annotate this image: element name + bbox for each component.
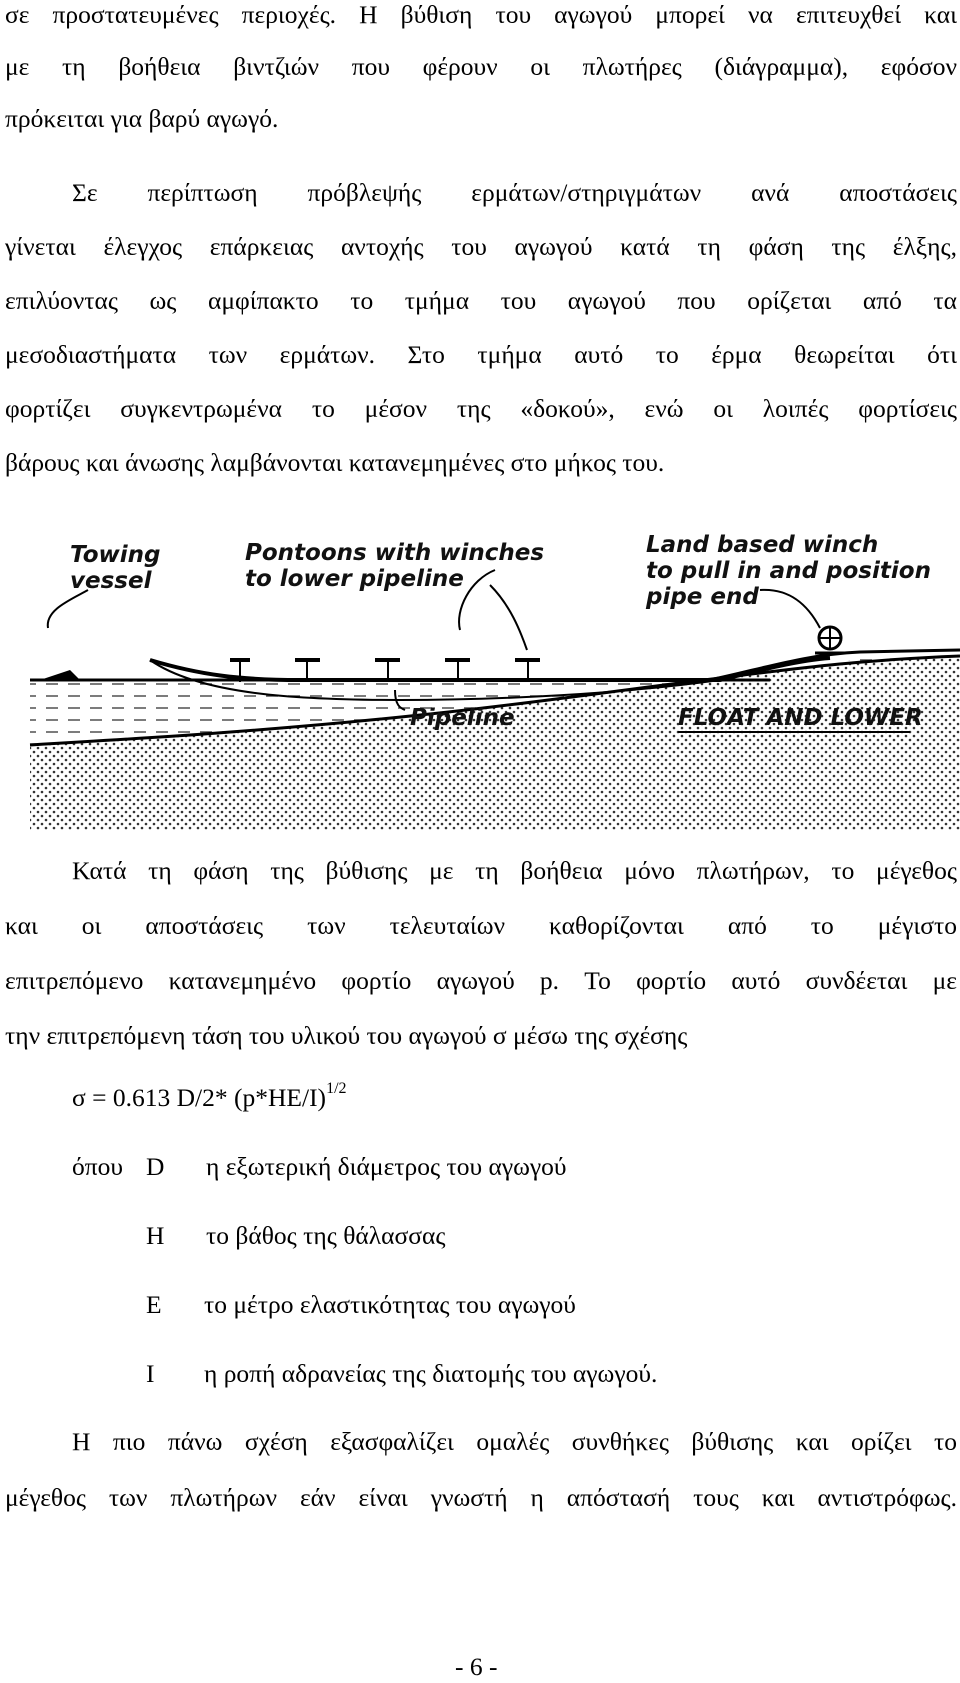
paragraph-line: βάρους και άνωσης λαμβάνονται κατανεμημένες στο μήκος του.: [5, 448, 665, 477]
paragraph-line: σε προστατευμένες περιοχές. Η βύθιση του αγωγού μπορεί να επιτευχθεί και: [5, 0, 957, 29]
paragraph-line: με τη βοήθεια βιντζιών που φέρουν οι πλωτήρες (διάγραμμα), εφόσον: [5, 52, 957, 81]
towing-vessel-icon: [40, 670, 80, 680]
label-pipe-end: pipe end: [646, 584, 759, 610]
paragraph-line: Η πιο πάνω σχέση εξασφαλίζει ομαλές συνθήκες βύθισης και ορίζει το: [72, 1427, 957, 1456]
stress-formula: [72, 1079, 347, 1113]
definition-text: το μέτρο ελαστικότητας του αγωγού: [204, 1290, 576, 1319]
paragraph-line: μεσοδιαστήματα των ερμάτων. Στο τμήμα αυτό το έρμα θεωρείται ότι: [5, 340, 957, 369]
land-winch-icon: [815, 627, 845, 653]
label-land-winch: Land based winch: [646, 532, 879, 558]
definition-symbol: D: [146, 1152, 165, 1181]
label-pull-in: to pull in and position: [646, 558, 931, 584]
label-towing: Towing: [70, 542, 161, 568]
paragraph-line: και οι αποστάσεις των τελευταίων καθορίζονται από το μέγιστο: [5, 911, 957, 940]
leader-line: [490, 585, 527, 650]
label-pontoons: Pontoons with winches: [245, 540, 545, 566]
definition-symbol: I: [146, 1359, 155, 1388]
float-and-lower-diagram: [0, 510, 960, 830]
paragraph-line: φορτίζει συγκεντρωμένα το μέσον της «δοκού», ενώ οι λοιπές φορτίσεις: [5, 394, 957, 423]
page-number: - 6 -: [455, 1652, 498, 1681]
paragraph-line: Σε περίπτωση πρόβλεψής ερμάτων/στηριγμάτων ανά αποστάσεις: [72, 178, 957, 207]
pipeline-line: [150, 658, 830, 680]
definition-text: το βάθος της θάλασσας: [206, 1221, 446, 1250]
label-pipeline: Pipeline: [410, 705, 515, 731]
definition-text: η ροπή αδρανείας της διατομής του αγωγού.: [204, 1359, 658, 1388]
label-float-and-lower: FLOAT AND LOWER: [678, 705, 923, 731]
paragraph-line: Κατά τη φάση της βύθισης με τη βοήθεια μόνο πλωτήρων, το μέγεθος: [72, 856, 957, 885]
label-vessel: vessel: [70, 568, 152, 594]
formula-main: σ = 0.613 D/2* (p*HE/I): [72, 1083, 327, 1112]
definition-text: η εξωτερική διάμετρος του αγωγού: [206, 1152, 567, 1181]
label-lower-pipeline: to lower pipeline: [245, 566, 464, 592]
leader-line: [48, 590, 88, 628]
paragraph-line: επιλύοντας ως αμφίπακτο το τμήμα του αγωγού που ορίζεται από τα: [5, 286, 957, 315]
leader-line: [459, 570, 495, 630]
definition-prefix: όπου: [72, 1152, 123, 1181]
paragraph-line: επιτρεπόμενο κατανεμημένο φορτίο αγωγού p. Το φορτίο αυτό συνδέεται με: [5, 966, 957, 995]
leader-line: [760, 590, 820, 628]
formula-exponent: 1/2: [326, 1079, 347, 1097]
paragraph-line: γίνεται έλεγχος επάρκειας αντοχής του αγωγού κατά τη φάση της έλξης,: [5, 232, 957, 261]
definition-symbol: H: [146, 1221, 165, 1250]
paragraph-line: μέγεθος των πλωτήρων εάν είναι γνωστή η απόστασή τους και αντιστρόφως.: [5, 1483, 957, 1512]
paragraph-line: την επιτρεπόμενη τάση του υλικού του αγωγού σ μέσω της σχέσης: [5, 1021, 688, 1050]
paragraph-line: πρόκειται για βαρύ αγωγό.: [5, 104, 279, 133]
definition-symbol: E: [146, 1290, 162, 1319]
